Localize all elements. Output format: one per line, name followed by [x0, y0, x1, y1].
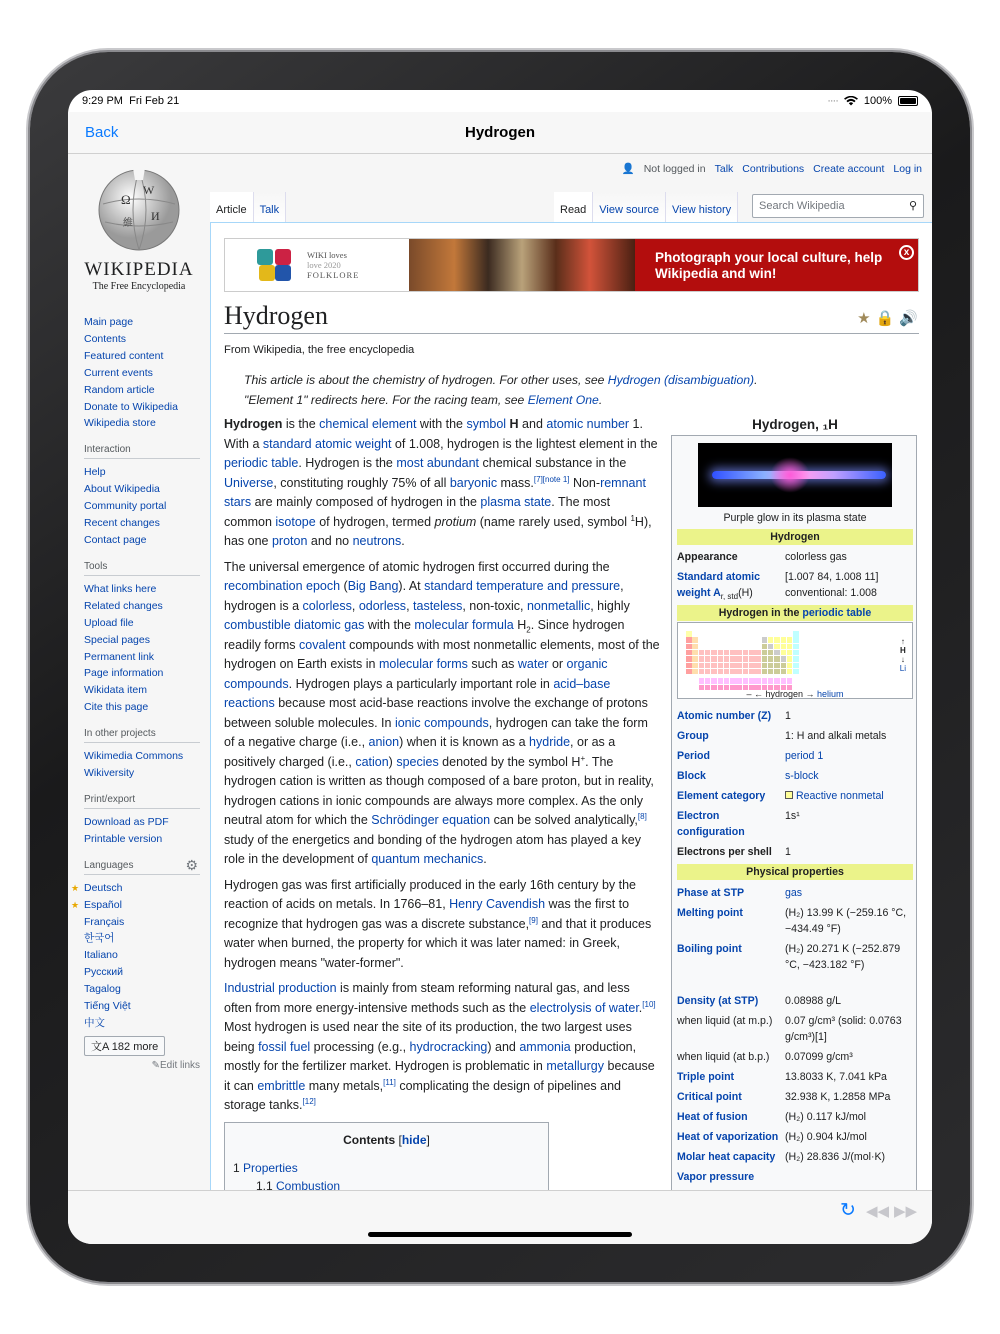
link[interactable]: symbol [466, 417, 507, 431]
page-title: Hydrogen [224, 301, 919, 334]
link[interactable]: cation [355, 754, 389, 769]
link[interactable]: quantum mechanics [371, 852, 484, 866]
puzzle-globe-icon [93, 164, 185, 252]
sidebar-tools [84, 561, 200, 716]
contributions-link[interactable]: Contributions [742, 162, 805, 175]
translate-icon: 文A [91, 1040, 109, 1053]
sidebar-heading: In other projects [84, 728, 200, 743]
link[interactable]: covalent [299, 637, 346, 652]
table-of-contents: Contents [hide] 1 Properties 1.1 Combustion [224, 1122, 549, 1190]
link[interactable]: hydrocracking [409, 1039, 488, 1054]
link[interactable]: electrolysis of water [529, 1000, 639, 1015]
sidebar-item[interactable]: Wikidata item [84, 684, 148, 697]
site-subtitle: From Wikipedia, the free encyclopedia [224, 344, 415, 356]
close-icon[interactable]: x [899, 245, 914, 260]
link[interactable]: embrittle [257, 1078, 306, 1093]
battery-icon [898, 96, 918, 106]
plasma-glow-image[interactable] [698, 443, 892, 507]
link[interactable]: most abundant [396, 456, 480, 470]
sidebar-projects [84, 728, 200, 782]
link[interactable]: recombination epoch [224, 579, 341, 593]
pt-side-label: ↑ H ↓ Li [899, 637, 906, 673]
rewind-icon[interactable]: ◀◀ [866, 1203, 890, 1220]
toc-item[interactable]: 1 Properties [233, 1161, 298, 1175]
banner-text: FOLKLORE [307, 270, 360, 280]
link[interactable]: acid–base reactions [224, 676, 611, 710]
link[interactable]: molecular formula [414, 618, 514, 632]
featured-star-icon: ★ [71, 882, 80, 893]
sidebar-languages [71, 856, 200, 1071]
language-link[interactable]: Tagalog [84, 983, 121, 996]
language-link[interactable]: Italiano [84, 949, 118, 962]
toc-item[interactable]: 1.1 Combustion [256, 1179, 341, 1190]
sidebar-item[interactable]: Wikiversity [84, 767, 135, 780]
reference[interactable]: [10] [642, 999, 656, 1009]
fast-forward-icon[interactable]: ▶▶ [894, 1203, 918, 1220]
more-languages-button[interactable]: 文A 182 more [84, 1036, 165, 1056]
sidebar-item[interactable]: Page information [84, 667, 164, 680]
reference[interactable]: [11] [383, 1077, 396, 1087]
create-account-link[interactable]: Create account [813, 162, 885, 175]
link[interactable]: tasteless [413, 598, 463, 613]
link[interactable]: atomic number [546, 417, 630, 431]
sidebar-item[interactable]: Donate to Wikipedia [84, 400, 178, 413]
language-link[interactable]: ★ Deutsch [84, 880, 200, 897]
spoken-audio-icon[interactable]: 🔊 [899, 310, 918, 327]
status-date: Fri Feb 21 [129, 95, 180, 107]
nav-title: Hydrogen [464, 124, 535, 141]
toc-title: Contents [343, 1133, 396, 1147]
sidebar-item[interactable]: Current events [84, 366, 153, 379]
article-body [224, 415, 660, 1122]
banner-photo [409, 239, 635, 291]
link[interactable]: remnant stars [224, 475, 646, 509]
infobox-caption: Hydrogen, ₁H [752, 417, 838, 432]
user-icon: 👤 [621, 163, 635, 175]
sidebar-item[interactable]: Main page [84, 316, 134, 328]
sidebar-heading: Print/export [84, 794, 200, 809]
sidebar-item[interactable]: Featured content [84, 349, 164, 362]
svg-text:И: И [151, 209, 160, 223]
sidebar-item[interactable]: Wikimedia Commons [84, 750, 184, 763]
banner-cta: Photograph your local culture, help Wikipedia and win! [655, 250, 883, 281]
link[interactable]: hydride [529, 735, 571, 749]
link[interactable]: neutrons [352, 534, 402, 548]
link[interactable]: Big Bang [347, 579, 399, 593]
link[interactable]: Industrial production [224, 981, 337, 995]
language-link[interactable]: 中文 [84, 1017, 105, 1029]
link[interactable]: molecular forms [378, 657, 468, 671]
sidebar-item[interactable]: Special pages [84, 633, 150, 646]
infobox-section-header: Hydrogen in the periodic table [677, 605, 913, 621]
reload-icon[interactable]: ↻ [840, 1200, 856, 1221]
infobox-section-header: Physical properties [677, 864, 913, 880]
signal-dots-icon: ···· [827, 95, 838, 107]
personal-tools [622, 162, 922, 175]
paragraph: Hydrogen gas was first artificially produced in the early 16th century by the reaction of acids on metals. In 1766–81, Henry Cavendish was the first to recognize that hydrogen gas was a discrete substance,[9] and that it produces water when burned, the property for which it was later named: in Greek, hydrogen means "water-former". [224, 877, 652, 970]
sidebar-item[interactable]: Random article [84, 383, 155, 396]
sidebar-item[interactable]: Download as PDF [84, 815, 169, 828]
language-link[interactable]: Русский [84, 966, 123, 979]
link[interactable]: ionic compounds [394, 715, 489, 730]
search-icon[interactable]: ⚲ [908, 200, 917, 212]
not-logged-in: Not logged in [643, 162, 706, 175]
link[interactable]: nonmetallic [526, 598, 591, 613]
gear-icon[interactable]: ⚙ [185, 856, 198, 873]
link[interactable]: colorless [302, 598, 352, 613]
link[interactable]: ammonia [519, 1039, 571, 1054]
wikipedia-logo[interactable] [82, 164, 196, 292]
link[interactable]: anion [368, 735, 400, 749]
campaign-banner[interactable] [224, 238, 919, 292]
back-button[interactable]: Back [85, 124, 119, 141]
wikipedia-tagline: The Free Encyclopedia [92, 281, 186, 292]
status-bar [68, 90, 932, 112]
sidebar-item[interactable]: What links here [84, 582, 157, 595]
paragraph: The universal emergence of atomic hydrogen first occurred during the recombination epoch (Big Bang). At standard temperature and pressure, hydrogen is a colorless, odorless, tasteless, non-toxic, nonmetallic, highly combustible diatomic gas with the molecular formula $H_2$. Since hydrogen readily forms covalent compounds with most nonmetallic elements, most of the hydrogen on Earth exists in molecular forms such as water or organic compounds. Hydrogen plays a particularly important role in acid–base reactions because most acid-base reactions involve the exchange of protons between soluble molecules. In ionic compounds, hydrogen can take the form of a negative charge (i.e., anion) when it is known as a hydride, or as a positively charged (i.e., cation) species denoted by the symbol H+. The hydrogen cation is written as though composed of a bare proton, but in reality, hydrogen cations in ionic compounds are always more complex. As the only neutral atom for which the Schrödinger equation can be solved analytically,[8] study of the energetics and bonding of the hydrogen atom has played a key role in the development of quantum mechanics. [224, 559, 660, 866]
good-article-star-icon[interactable]: ★ [857, 310, 871, 327]
link[interactable]: periodic table [224, 456, 299, 470]
sidebar-item[interactable]: Contents [84, 332, 127, 345]
paragraph: Industrial production is mainly from steam reforming natural gas, and less often from more energy-intensive methods such as the electrolysis of water.[10] Most hydrogen is used near the site of its production, the two largest uses being fossil fuel processing (e.g., hydrocracking) and ammonia production, mostly for the fertilizer market. Hydrogen is problematic in metallurgy because it can embrittle many metals,[11] complicating the design of pipelines and storage tanks.[12] [224, 981, 656, 1112]
svg-text:維: 維 [123, 218, 133, 229]
talk-link[interactable]: Talk [714, 162, 734, 175]
article-content [210, 222, 932, 1190]
link[interactable]: Schrödinger equation [371, 813, 491, 827]
sidebar-item[interactable]: Contact page [84, 533, 147, 546]
link[interactable]: proton [271, 534, 308, 548]
link[interactable]: Universe [224, 475, 274, 490]
sidebar-print [84, 794, 200, 848]
sidebar-heading: Tools [84, 561, 200, 576]
edit-links[interactable]: ✎Edit links [151, 1059, 200, 1071]
link[interactable]: species [396, 754, 439, 769]
helium-link[interactable]: helium [817, 689, 844, 699]
image-caption: Purple glow in its plasma state [723, 512, 867, 524]
wikipedia-page [68, 154, 932, 1190]
language-link[interactable]: Tiếng Việt [84, 1000, 131, 1013]
toc-hide-link[interactable]: hide [401, 1133, 427, 1147]
puzzle-heart-icon [253, 245, 301, 285]
link[interactable]: chemical element [319, 417, 417, 431]
link[interactable]: Henry Cavendish [449, 897, 546, 911]
link[interactable]: metallurgy [546, 1059, 605, 1073]
status-time: 9:29 PM [82, 95, 123, 107]
sidebar-item[interactable]: Help [84, 466, 106, 479]
periodic-table-link[interactable]: periodic table [802, 607, 872, 619]
svg-text:Ω: Ω [121, 192, 131, 207]
element-one-link[interactable]: Element One [527, 392, 599, 407]
reference[interactable]: [8] [637, 811, 647, 821]
link[interactable]: odorless [358, 598, 407, 613]
sidebar-item[interactable]: Cite this page [84, 701, 149, 714]
link[interactable]: water [517, 657, 549, 671]
link[interactable]: standard temperature and pressure [424, 579, 621, 593]
link[interactable]: isotope [275, 514, 316, 529]
sidebar [71, 314, 200, 1083]
pt-footer: – ← hydrogen → helium [746, 689, 844, 699]
disambiguation-link[interactable]: Hydrogen (disambiguation) [607, 373, 755, 387]
lock-icon[interactable]: 🔒 [875, 310, 895, 327]
paragraph: Hydrogen is the chemical element with the symbol H and atomic number 1. With a standard atomic weight of 1.008, hydrogen is the lightest element in the periodic table. Hydrogen is the most abundant chemical substance in the Universe, constituting roughly 75% of all baryonic mass.[7][note 1] Non-remnant stars are mainly composed of hydrogen in the plasma state. The most common isotope of hydrogen, termed protium (name rarely used, symbol $^1$H), has one proton and no neutrons. [224, 417, 658, 548]
link[interactable]: combustible diatomic gas [224, 618, 365, 632]
sidebar-item[interactable]: Upload file [84, 616, 134, 629]
hatnote: This article is about the chemistry of hydrogen. For other uses, see Hydrogen (disambiguation). "Element 1" redirects here. For the racing team, see Element One. [244, 373, 758, 407]
svg-text:W: W [143, 183, 155, 197]
featured-star-icon: ★ [71, 899, 80, 910]
infobox-section-header: Hydrogen [677, 529, 913, 545]
sidebar-heading: Languages ⚙ [84, 856, 198, 873]
tab-article[interactable]: Article [210, 192, 254, 222]
link[interactable]: baryonic [449, 475, 498, 490]
navigation-bar [68, 112, 932, 154]
sidebar-item[interactable]: Wikipedia store [84, 417, 156, 430]
sidebar-heading: Interaction [84, 444, 200, 459]
sidebar-main-nav [84, 314, 200, 432]
ipad-screen [68, 90, 932, 1244]
page-indicators [857, 309, 918, 327]
view-tabs [554, 192, 738, 222]
reference[interactable]: [7] [533, 474, 543, 484]
sidebar-item[interactable]: Related changes [84, 599, 163, 612]
banner-text: WIKI loves [307, 250, 347, 260]
tab-talk[interactable]: Talk [254, 192, 287, 222]
periodic-table-mini[interactable] [677, 622, 913, 699]
sidebar-interaction [84, 444, 200, 549]
login-link[interactable]: Log in [893, 162, 922, 175]
link[interactable]: plasma state [480, 495, 552, 509]
sidebar-item[interactable]: About Wikipedia [84, 483, 160, 496]
language-link[interactable]: ★ Español [84, 897, 200, 914]
wifi-icon [844, 96, 858, 106]
tab-read[interactable]: Read [554, 192, 593, 222]
reference[interactable]: [12] [302, 1096, 316, 1106]
link[interactable]: standard atomic weight [262, 436, 392, 451]
language-link[interactable]: Français [84, 915, 125, 928]
sidebar-item[interactable]: Community portal [84, 500, 167, 513]
link[interactable]: organic compounds [224, 657, 608, 691]
search-input[interactable]: Search Wikipedia ⚲ [752, 194, 924, 218]
namespace-tabs [210, 192, 286, 222]
banner-text: love 2020 [307, 260, 341, 270]
infobox: Hydrogen, ₁H Purple glow in its plasma state Hydrogen Appearance colorless gas Standard atomic weight $A_{r, std}(H)$ [1.007 84, 1.008 11] conventional: 1.008 Hydrogen in the periodic table ↑ H ↓ Li – ← hydrogen → helium Atomic number (Z) 1 Group 1: H and alkali metals Period period 1 Block s-block Element category Reactive nonmetal Electron configuration 1s¹ Electrons per shell 1 Physical properties Phase at STP gas Melting point (H₂) 13.99 K (−259.16 °C, −434.49 °F) Boiling point (H₂) 20.271 K (−252.879 °C, −423.182 °F) Density (at STP) 0.08988 g/L when liquid (at m.p.) 0.07 g/cm³ (solid: 0.0763 g/cm³)[1] when liquid (at b.p.) 0.07099 g/cm³ Triple point 13.8033 K, 7.041 kPa Critical point 32.938 K, 1.2858 MPa Heat of fusion (H₂) 0.117 kJ/mol Heat of vaporization (H₂) 0.904 kJ/mol Molar heat capacity (H₂) 28.836 J/(mol·K) Vapor pressure [671, 435, 917, 1190]
link[interactable]: fossil fuel [258, 1039, 311, 1054]
sidebar-item[interactable]: Permanent link [84, 650, 155, 663]
reference[interactable]: [note 1] [542, 474, 570, 484]
wikipedia-wordmark: WIKIPEDIA [84, 259, 194, 280]
reference[interactable]: [9] [529, 915, 538, 925]
language-link[interactable]: 한국어 [84, 932, 115, 945]
tab-view-source[interactable]: View source [593, 192, 666, 222]
sidebar-item[interactable]: Recent changes [84, 517, 160, 530]
battery-percent: 100% [863, 95, 892, 107]
sidebar-item[interactable]: Printable version [84, 832, 163, 845]
home-indicator[interactable] [368, 1232, 632, 1237]
tab-view-history[interactable]: View history [666, 192, 738, 222]
pencil-icon: ✎ [151, 1059, 160, 1071]
